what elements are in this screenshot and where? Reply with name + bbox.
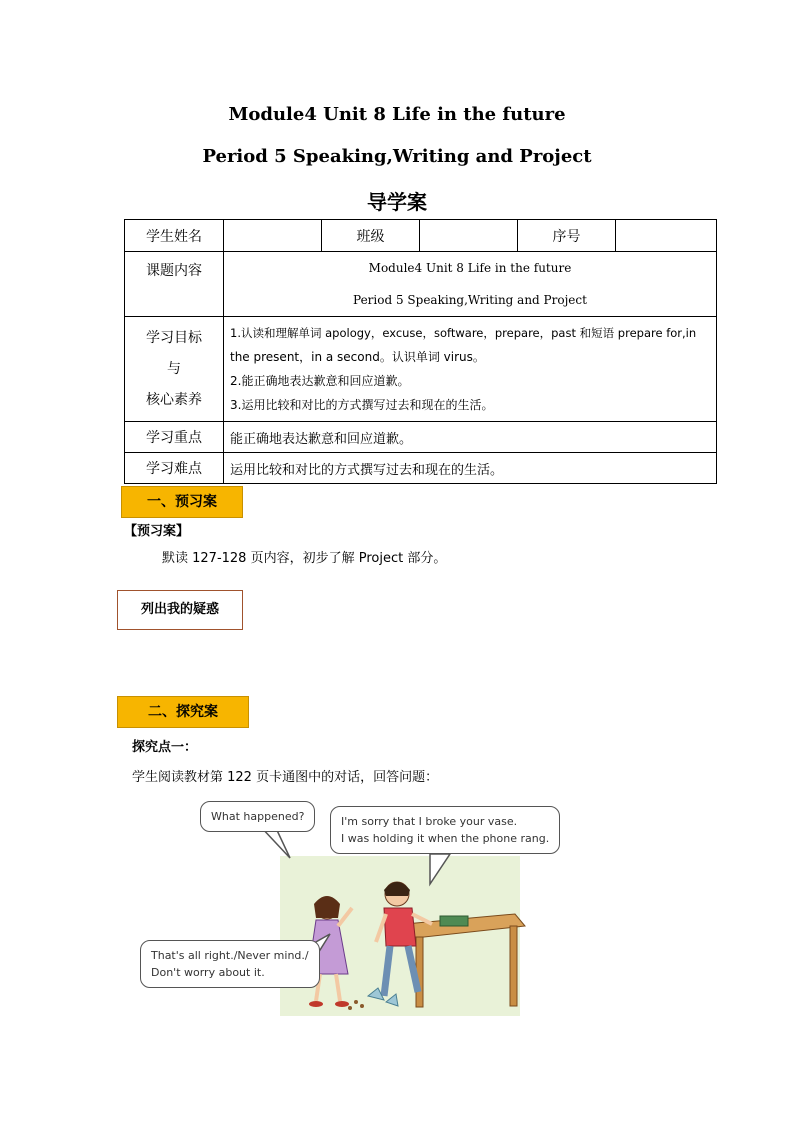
key-point-label: 学习重点 <box>125 422 224 453</box>
preview-instruction: 默读 127-128 页内容，初步了解 Project 部分。 <box>162 551 447 566</box>
bubble-text-line-1: That's all right./Never mind./ <box>151 949 309 962</box>
bubble-text-line-2: I was holding it when the phone rang. <box>341 832 550 845</box>
topic-label: 课题内容 <box>125 252 224 317</box>
goals-label-line-1: 学习目标 <box>146 329 202 346</box>
table-row <box>125 453 717 484</box>
speech-bubble-response <box>140 940 320 988</box>
class-field[interactable] <box>420 220 518 252</box>
topic-line-1: Module4 Unit 8 Life in the future <box>368 261 572 275</box>
preview-subtitle: 【预习案】 <box>124 524 190 539</box>
seat-number-label: 序号 <box>518 220 616 252</box>
info-table <box>124 219 717 484</box>
goals-label-line-3: 核心素养 <box>146 391 202 408</box>
bubble-text: What happened? <box>211 810 305 823</box>
speech-bubble-apology <box>330 806 560 854</box>
explore-instruction: 学生阅读教材第 122 页卡通图中的对话，回答问题： <box>132 770 439 785</box>
section-preview-header: 一、预习案 <box>121 486 243 518</box>
bubble-text-line-2: Don't worry about it. <box>151 966 265 979</box>
table-row <box>125 317 717 422</box>
section-explore-header: 二、探究案 <box>117 696 249 728</box>
topic-content <box>224 252 717 317</box>
goal-1-line-1: 1.认读和理解单词 apology，excuse，software，prepare，past 和短语 prepare for,in <box>230 326 697 340</box>
goal-2: 2.能正确地表达歉意和回应道歉。 <box>230 374 410 388</box>
student-name-field[interactable] <box>224 220 322 252</box>
class-label: 班级 <box>322 220 420 252</box>
goal-1-line-2: the present，in a second。认识单词 virus。 <box>230 350 485 364</box>
difficulty-text: 运用比较和对比的方式撰写过去和现在的生活。 <box>224 453 717 484</box>
bubble-text-line-1: I'm sorry that I broke your vase. <box>341 815 518 828</box>
module-title: Module4 Unit 8 Life in the future <box>228 104 566 125</box>
table-row <box>125 220 717 252</box>
student-name-label: 学生姓名 <box>125 220 224 252</box>
topic-line-2: Period 5 Speaking,Writing and Project <box>353 293 587 307</box>
list-questions-box[interactable]: 列出我的疑惑 <box>117 590 243 630</box>
key-point-text: 能正确地表达歉意和回应道歉。 <box>224 422 717 453</box>
difficulty-label: 学习难点 <box>125 453 224 484</box>
phone-icon <box>440 916 468 926</box>
goals-label-line-2: 与 <box>167 360 181 377</box>
seat-number-field[interactable] <box>616 220 717 252</box>
goals-label <box>125 317 224 422</box>
table-row <box>125 422 717 453</box>
table-row <box>125 252 717 317</box>
speech-bubble-what-happened <box>200 801 315 832</box>
goals-content <box>224 317 717 422</box>
guide-title: 导学案 <box>367 190 427 214</box>
explore-point-label: 探究点一： <box>132 740 198 755</box>
goal-3: 3.运用比较和对比的方式撰写过去和现在的生活。 <box>230 398 494 412</box>
period-title: Period 5 Speaking,Writing and Project <box>202 146 592 167</box>
